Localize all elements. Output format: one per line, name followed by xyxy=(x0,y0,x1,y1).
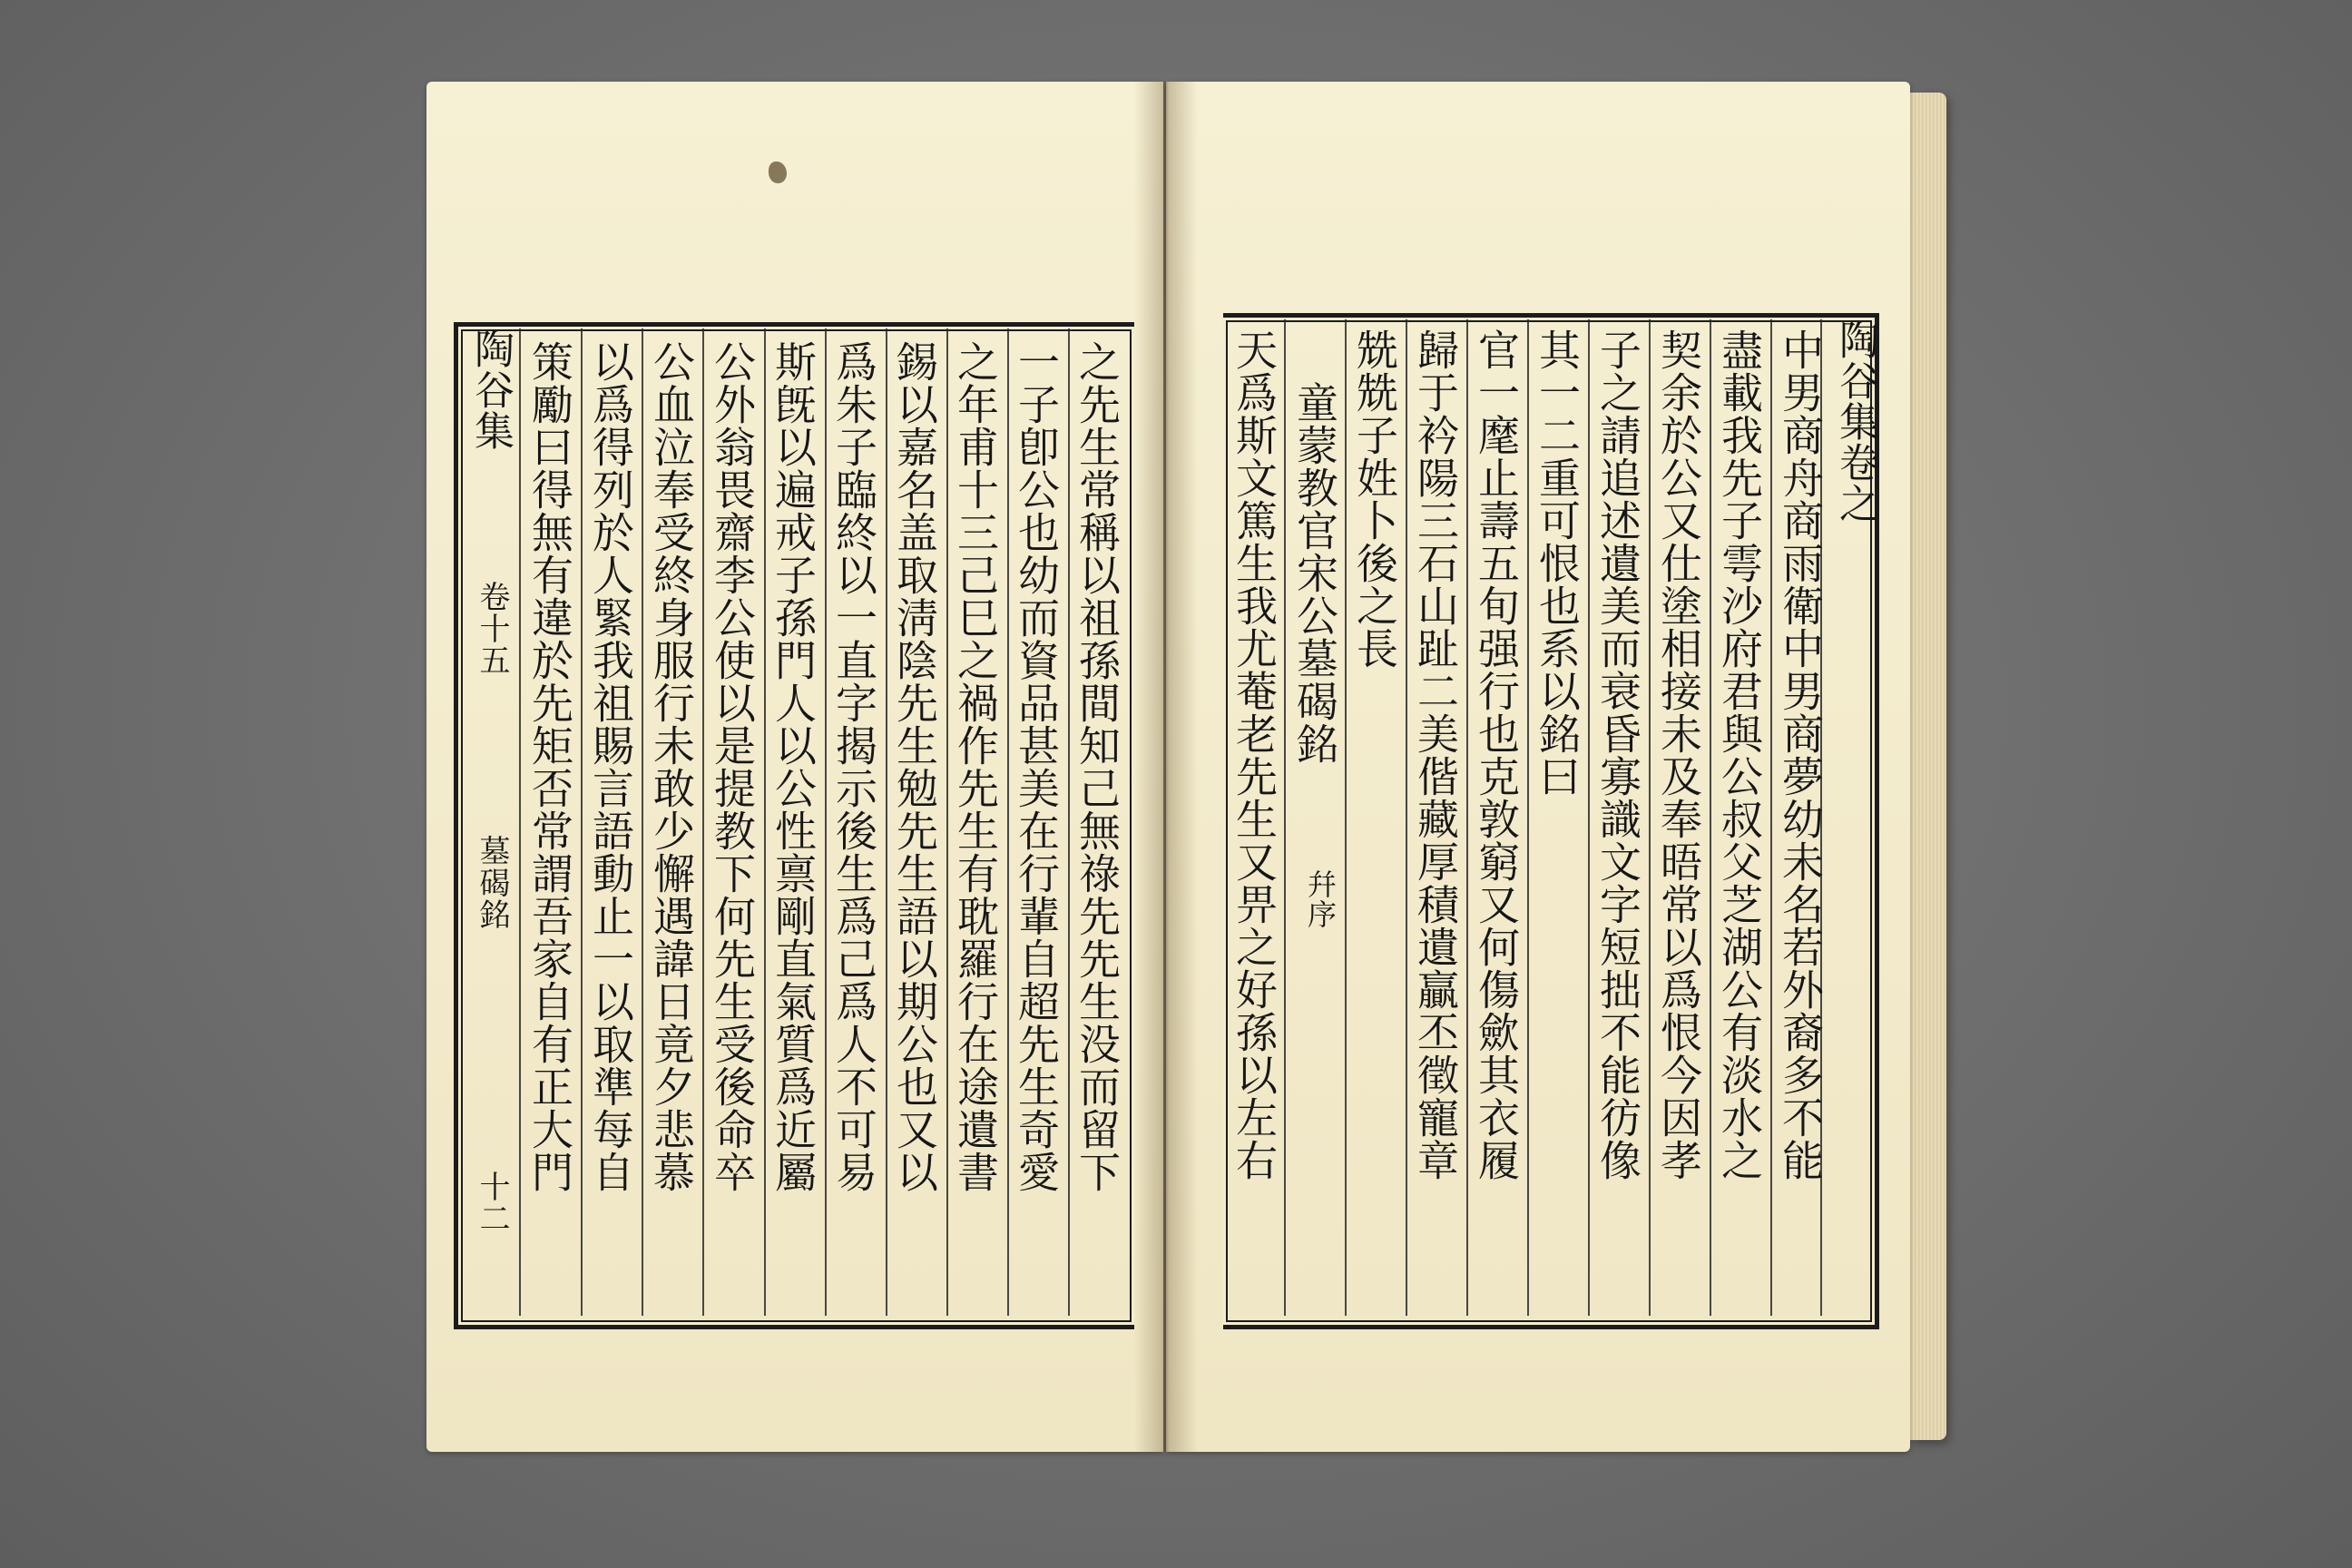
left-margin-section: 墓碣銘 xyxy=(474,835,510,930)
right-text-column: 盡載我先子雩沙府君與公叔父芝湖公有淡水之 xyxy=(1715,328,1764,1181)
left-text-column: 錫以嘉名盖取淸陰先生勉先生語以期公也又以 xyxy=(890,340,939,1193)
column-rule xyxy=(1345,319,1347,1316)
column-rule xyxy=(519,328,521,1316)
right-text-column: 中男商舟商雨衛中男商夢幼未名若外裔多不能 xyxy=(1776,328,1825,1181)
left-margin-title: 陶谷集 xyxy=(467,328,514,451)
left-text-column: 一子卽公也幼而資品甚美在行輩自超先生奇愛 xyxy=(1012,340,1061,1193)
right-margin-title: 陶谷集卷之 xyxy=(1832,319,1878,524)
page-edges xyxy=(1910,93,1946,1440)
column-rule xyxy=(886,328,887,1316)
epitaph-heading-sub: 幷序 xyxy=(1303,869,1338,929)
column-rule xyxy=(825,328,827,1316)
left-text-column: 爲朱子臨終以一直字揭示後生爲己爲人不可易 xyxy=(829,340,878,1193)
column-rule xyxy=(1007,328,1009,1316)
column-rule xyxy=(1466,319,1468,1316)
column-rule xyxy=(764,328,766,1316)
right-text-column: 歸于衿陽三石山趾二美偕藏厚積遺贏丕徵寵章 xyxy=(1411,328,1460,1181)
column-rule xyxy=(1527,319,1529,1316)
left-text-column: 之先生常稱以祖孫間知己無祿先先生没而留下 xyxy=(1073,340,1122,1193)
column-rule xyxy=(1406,319,1407,1316)
column-rule xyxy=(642,328,643,1316)
column-rule xyxy=(1770,319,1772,1316)
right-text-column: 天爲斯文篤生我尤菴老先生又畀之好孫以左右 xyxy=(1230,328,1279,1181)
left-margin-volume: 卷十五 xyxy=(474,581,510,676)
left-text-column: 公外翁畏齋李公使以是提教下何先生受後命卒 xyxy=(708,340,757,1193)
book-gutter xyxy=(1134,82,1198,1452)
epitaph-heading: 童蒙教官宋公墓碣銘 xyxy=(1290,381,1339,765)
column-rule xyxy=(1588,319,1590,1316)
right-text-column: 官一麾止壽五旬强行也克敦窮又何傷歛其衣履 xyxy=(1472,328,1521,1181)
right-text-column: 兟兟子姓卜後之長 xyxy=(1350,328,1399,670)
right-text-column: 其一二重可恨也系以銘曰 xyxy=(1533,328,1582,798)
left-text-column: 公血泣奉受終身服行未敢少懈遇諱日竟夕悲慕 xyxy=(647,340,696,1193)
column-rule xyxy=(1284,319,1286,1316)
paper-stain xyxy=(769,162,787,183)
column-rule xyxy=(1710,319,1711,1316)
left-text-column: 策勵曰得無有違於先矩否常謂吾家自有正大門 xyxy=(525,340,574,1193)
column-rule xyxy=(581,328,583,1316)
column-rule xyxy=(946,328,948,1316)
column-rule xyxy=(1068,328,1070,1316)
column-rule xyxy=(702,328,704,1316)
left-text-column: 之年甫十三己巳之禍作先生有耽羅行在途遺書 xyxy=(951,340,1000,1193)
column-rule xyxy=(1649,319,1651,1316)
left-text-column: 以爲得列於人緊我祖賜言語動止一以取準每自 xyxy=(586,340,635,1193)
left-margin-page-number: 十二 xyxy=(474,1171,510,1234)
right-text-column: 契余於公又仕塗相接未及奉晤常以爲恨今因孝 xyxy=(1654,328,1703,1181)
right-text-column: 子之請追述遺美而衰昏寡識文字短拙不能彷像 xyxy=(1593,328,1642,1181)
left-text-column: 斯旣以遍戒子孫門人以公性禀剛直氣質爲近屬 xyxy=(769,340,818,1193)
